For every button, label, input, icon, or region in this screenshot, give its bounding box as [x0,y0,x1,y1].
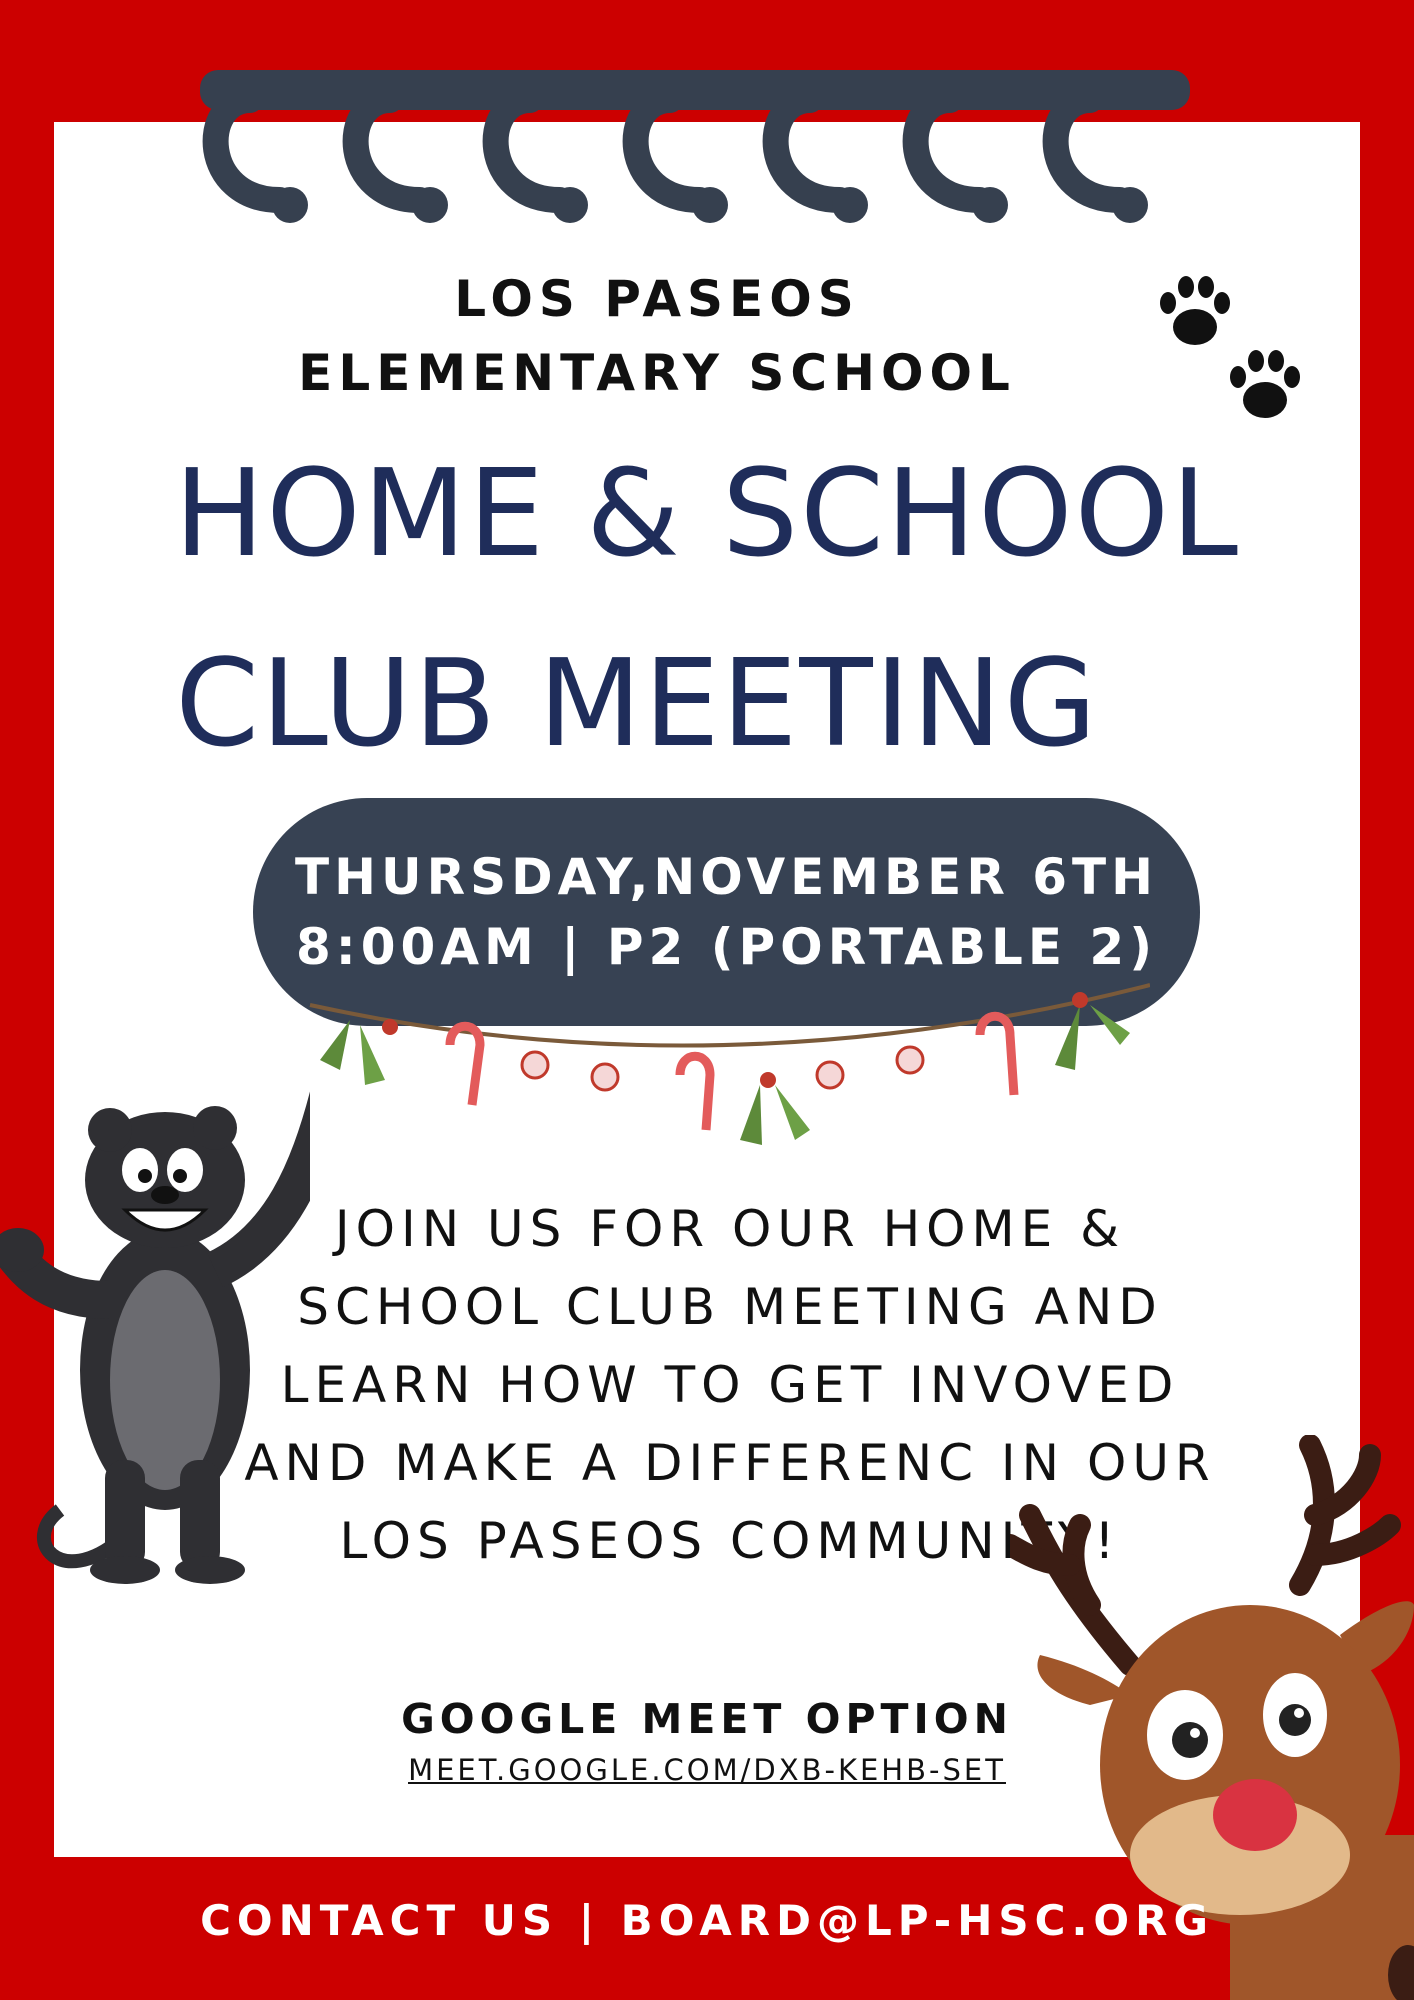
holly-left [320,1019,398,1085]
meeting-description: JOIN US FOR OUR HOME & SCHOOL CLUB MEETING AND LEARN HOW TO GET INVOVED AND MAKE A DIFFERENC IN OUR LOS PASEOS COMMUNITY! [244,1200,1216,1570]
event-date: THURSDAY,NOVEMBER 6TH [295,848,1158,906]
binder-ring [216,100,280,200]
event-time-location: 8:00AM | P2 (PORTABLE 2) [295,918,1158,976]
title-line2: CLUB MEETING [175,635,1099,774]
contact-info: CONTACT US | BOARD@LP-HSC.ORG [200,1896,1214,1945]
title-line1: HOME & SCHOOL [174,445,1240,584]
ring-bar [200,70,1190,110]
binder-ring [776,100,840,200]
google-meet-heading: GOOGLE MEET OPTION [401,1695,1013,1743]
binder-ring [496,100,560,200]
school-name-line2: ELEMENTARY SCHOOL [298,344,1016,402]
holiday-garland [290,975,1150,1175]
school-name [0,262,1414,410]
binder-rings [0,0,1414,270]
binder-ring [1056,100,1120,200]
binder-ring [916,100,980,200]
event-details [253,842,1200,982]
google-meet-link[interactable]: MEET.GOOGLE.COM/DXB-KEHB-SET [408,1753,1006,1787]
binder-ring [356,100,420,200]
school-name-line1: LOS PASEOS [454,270,860,328]
binder-ring [636,100,700,200]
